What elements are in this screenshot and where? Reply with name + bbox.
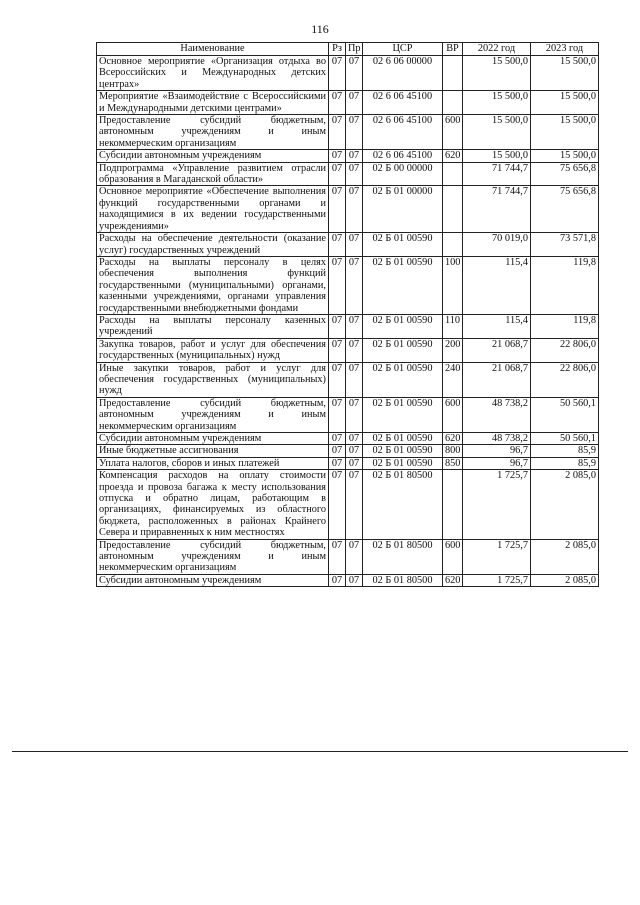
row-2023-cell: 2 085,0 [531, 470, 599, 539]
row-2022-cell: 70 019,0 [463, 233, 531, 257]
table-row [97, 338, 599, 362]
header-2023: 2023 год [531, 43, 599, 56]
row-2022-cell: 96,7 [463, 445, 531, 457]
table-row [97, 91, 599, 115]
row-pr-cell: 07 [346, 91, 363, 115]
row-vr-cell: 200 [443, 338, 463, 362]
row-name-cell: Предоставление субсидий бюджетным, автономным учреждениям и иным некоммерческим организациям [97, 539, 329, 574]
row-name-cell: Субсидии автономным учреждениям [97, 433, 329, 445]
row-pr-cell: 07 [346, 56, 363, 91]
header-2022: 2022 год [463, 43, 531, 56]
row-2023-cell: 85,9 [531, 457, 599, 469]
row-2022-cell: 115,4 [463, 314, 531, 338]
row-csr-cell: 02 Б 01 00590 [363, 233, 443, 257]
row-vr-cell [443, 233, 463, 257]
row-2023-cell: 50 560,1 [531, 397, 599, 432]
row-vr-cell [443, 470, 463, 539]
row-pr-cell: 07 [346, 433, 363, 445]
row-2023-cell: 22 806,0 [531, 338, 599, 362]
page-number: 116 [311, 22, 329, 36]
row-2022-cell: 15 500,0 [463, 115, 531, 150]
table-row [97, 470, 599, 539]
row-pr-cell: 07 [346, 338, 363, 362]
row-csr-cell: 02 Б 01 00590 [363, 314, 443, 338]
row-csr-cell: 02 Б 01 00590 [363, 433, 443, 445]
row-pr-cell: 07 [346, 397, 363, 432]
row-2023-cell: 50 560,1 [531, 433, 599, 445]
row-2023-cell: 2 085,0 [531, 574, 599, 586]
row-2022-cell: 48 738,2 [463, 397, 531, 432]
table-row [97, 539, 599, 574]
row-2022-cell: 15 500,0 [463, 150, 531, 162]
row-vr-cell: 850 [443, 457, 463, 469]
row-2023-cell: 15 500,0 [531, 115, 599, 150]
table-row [97, 186, 599, 233]
row-2023-cell: 15 500,0 [531, 150, 599, 162]
row-2023-cell: 75 656,8 [531, 162, 599, 186]
row-pr-cell: 07 [346, 186, 363, 233]
page-bottom-rule [12, 751, 628, 752]
row-2022-cell: 21 068,7 [463, 338, 531, 362]
row-name-cell: Расходы на выплаты персоналу казенных учреждений [97, 314, 329, 338]
row-2023-cell: 85,9 [531, 445, 599, 457]
row-pr-cell: 07 [346, 574, 363, 586]
row-name-cell: Подпрограмма «Управление развитием отрасли образования в Магаданской области» [97, 162, 329, 186]
row-2022-cell: 21 068,7 [463, 362, 531, 397]
row-2022-cell: 15 500,0 [463, 56, 531, 91]
row-csr-cell: 02 Б 01 00590 [363, 362, 443, 397]
row-csr-cell: 02 Б 00 00000 [363, 162, 443, 186]
row-rz-cell: 07 [329, 162, 346, 186]
row-name-cell: Иные закупки товаров, работ и услуг для обеспечения государственных (муниципальных) нужд [97, 362, 329, 397]
row-csr-cell: 02 Б 01 00590 [363, 338, 443, 362]
row-csr-cell: 02 6 06 00000 [363, 56, 443, 91]
row-vr-cell: 620 [443, 150, 463, 162]
row-pr-cell: 07 [346, 445, 363, 457]
row-csr-cell: 02 Б 01 80500 [363, 574, 443, 586]
row-rz-cell: 07 [329, 314, 346, 338]
row-rz-cell: 07 [329, 115, 346, 150]
row-name-cell: Закупка товаров, работ и услуг для обеспечения государственных (муниципальных) нужд [97, 338, 329, 362]
row-2022-cell: 115,4 [463, 256, 531, 314]
row-csr-cell: 02 6 06 45100 [363, 150, 443, 162]
table-row [97, 445, 599, 457]
row-vr-cell [443, 162, 463, 186]
row-rz-cell: 07 [329, 574, 346, 586]
row-pr-cell: 07 [346, 233, 363, 257]
row-rz-cell: 07 [329, 256, 346, 314]
row-vr-cell: 100 [443, 256, 463, 314]
row-rz-cell: 07 [329, 445, 346, 457]
row-rz-cell: 07 [329, 457, 346, 469]
row-name-cell: Расходы на выплаты персоналу в целях обеспечения выполнения функций государственными (муниципальными) органами, казенными учреждениями, органами управления государственными внебюджетными фондами [97, 256, 329, 314]
row-2023-cell: 75 656,8 [531, 186, 599, 233]
row-csr-cell: 02 Б 01 00590 [363, 397, 443, 432]
row-csr-cell: 02 Б 01 00590 [363, 256, 443, 314]
row-name-cell: Основное мероприятие «Организация отдыха во Всероссийских и Международных детских центрах» [97, 56, 329, 91]
row-2022-cell: 71 744,7 [463, 186, 531, 233]
row-vr-cell: 800 [443, 445, 463, 457]
row-pr-cell: 07 [346, 256, 363, 314]
row-2023-cell: 22 806,0 [531, 362, 599, 397]
row-2022-cell: 1 725,7 [463, 470, 531, 539]
table-row [97, 115, 599, 150]
row-name-cell: Субсидии автономным учреждениям [97, 574, 329, 586]
row-csr-cell: 02 Б 01 80500 [363, 470, 443, 539]
header-rz: Рз [329, 43, 346, 56]
table-row [97, 433, 599, 445]
row-vr-cell: 600 [443, 115, 463, 150]
table-row [97, 397, 599, 432]
row-pr-cell: 07 [346, 162, 363, 186]
table-row [97, 362, 599, 397]
row-pr-cell: 07 [346, 362, 363, 397]
row-csr-cell: 02 6 06 45100 [363, 115, 443, 150]
table-header-row [97, 43, 599, 56]
row-name-cell: Расходы на обеспечение деятельности (оказание услуг) государственных учреждений [97, 233, 329, 257]
row-2022-cell: 48 738,2 [463, 433, 531, 445]
row-vr-cell: 600 [443, 397, 463, 432]
budget-table [96, 42, 599, 587]
row-rz-cell: 07 [329, 150, 346, 162]
row-vr-cell: 620 [443, 433, 463, 445]
row-pr-cell: 07 [346, 314, 363, 338]
row-rz-cell: 07 [329, 91, 346, 115]
row-csr-cell: 02 6 06 45100 [363, 91, 443, 115]
row-rz-cell: 07 [329, 56, 346, 91]
row-csr-cell: 02 Б 01 80500 [363, 539, 443, 574]
header-pr: Пр [346, 43, 363, 56]
row-csr-cell: 02 Б 01 00000 [363, 186, 443, 233]
table-row [97, 233, 599, 257]
table-row [97, 457, 599, 469]
row-name-cell: Основное мероприятие «Обеспечение выполнения функций государственными органами и находящимися в их ведении государственными учреждениями» [97, 186, 329, 233]
row-pr-cell: 07 [346, 150, 363, 162]
table-row [97, 150, 599, 162]
row-name-cell: Мероприятие «Взаимодействие с Всероссийскими и Международными детскими центрами» [97, 91, 329, 115]
row-2023-cell: 2 085,0 [531, 539, 599, 574]
row-rz-cell: 07 [329, 362, 346, 397]
row-2023-cell: 73 571,8 [531, 233, 599, 257]
table-row [97, 574, 599, 586]
header-name: Наименование [97, 43, 329, 56]
row-rz-cell: 07 [329, 186, 346, 233]
row-2022-cell: 15 500,0 [463, 91, 531, 115]
row-name-cell: Иные бюджетные ассигнования [97, 445, 329, 457]
row-pr-cell: 07 [346, 457, 363, 469]
row-rz-cell: 07 [329, 397, 346, 432]
row-rz-cell: 07 [329, 233, 346, 257]
table-row [97, 256, 599, 314]
row-vr-cell: 240 [443, 362, 463, 397]
row-rz-cell: 07 [329, 539, 346, 574]
table-row [97, 162, 599, 186]
row-2022-cell: 1 725,7 [463, 574, 531, 586]
table-row [97, 314, 599, 338]
row-pr-cell: 07 [346, 470, 363, 539]
row-vr-cell: 110 [443, 314, 463, 338]
table-row [97, 56, 599, 91]
header-vr: ВР [443, 43, 463, 56]
row-vr-cell: 600 [443, 539, 463, 574]
row-name-cell: Предоставление субсидий бюджетным, автономным учреждениям и иным некоммерческим организациям [97, 115, 329, 150]
row-pr-cell: 07 [346, 539, 363, 574]
row-2022-cell: 71 744,7 [463, 162, 531, 186]
row-rz-cell: 07 [329, 433, 346, 445]
row-csr-cell: 02 Б 01 00590 [363, 445, 443, 457]
row-2023-cell: 15 500,0 [531, 91, 599, 115]
row-csr-cell: 02 Б 01 00590 [363, 457, 443, 469]
row-2023-cell: 119,8 [531, 314, 599, 338]
row-vr-cell [443, 186, 463, 233]
row-name-cell: Предоставление субсидий бюджетным, автономным учреждениям и иным некоммерческим организациям [97, 397, 329, 432]
row-2023-cell: 119,8 [531, 256, 599, 314]
row-vr-cell [443, 56, 463, 91]
row-rz-cell: 07 [329, 470, 346, 539]
row-2023-cell: 15 500,0 [531, 56, 599, 91]
row-2022-cell: 96,7 [463, 457, 531, 469]
row-pr-cell: 07 [346, 115, 363, 150]
row-name-cell: Уплата налогов, сборов и иных платежей [97, 457, 329, 469]
row-rz-cell: 07 [329, 338, 346, 362]
header-csr: ЦСР [363, 43, 443, 56]
row-vr-cell [443, 91, 463, 115]
row-name-cell: Субсидии автономным учреждениям [97, 150, 329, 162]
row-name-cell: Компенсация расходов на оплату стоимости проезда и провоза багажа к месту использования отпуска и обратно лицам, работающим в организациях, финансируемых из областного бюджета, расположенных в районах Крайнего Севера и приравненных к ним местностях [97, 470, 329, 539]
row-vr-cell: 620 [443, 574, 463, 586]
table-body [97, 56, 599, 587]
row-2022-cell: 1 725,7 [463, 539, 531, 574]
